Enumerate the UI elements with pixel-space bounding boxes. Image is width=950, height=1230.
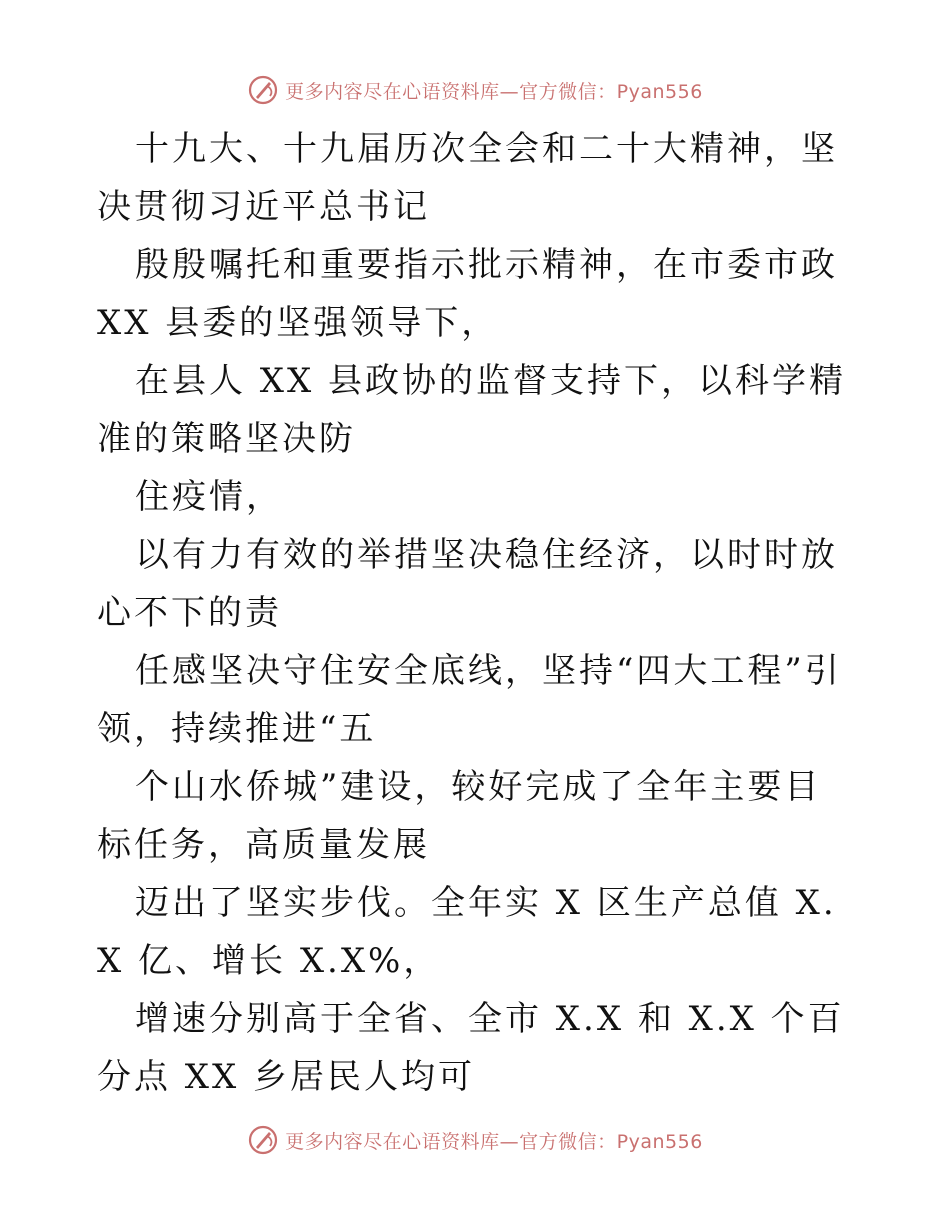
paragraph: 迈出了坚实步伐。全年实 X 区生产总值 X.X 亿、增长 X.X%， xyxy=(97,883,837,981)
paragraph: 在县人 XX 县政协的监督支持下，以科学精准的策略坚决防 xyxy=(97,361,847,459)
header-watermark xyxy=(0,70,950,110)
paragraph: 住疫情， xyxy=(135,477,283,517)
paragraph: 十九大、十九届历次全会和二十大精神，坚决贯彻习近平总书记 xyxy=(97,129,838,227)
footer-watermark xyxy=(0,1120,950,1160)
document-body xyxy=(97,120,857,1106)
paragraph: 任感坚决守住安全底线，坚持“四大工程”引领，持续推进“五 xyxy=(97,651,842,749)
quill-logo-icon xyxy=(247,1124,279,1156)
watermark-text: 更多内容尽在心语资料库—官方微信：Pyan556 xyxy=(285,1130,703,1153)
paragraph: 增速分别高于全省、全市 X.X 和 X.X 个百分点 XX 乡居民人均可 xyxy=(97,999,845,1097)
quill-logo-icon xyxy=(247,74,279,106)
paragraph: 殷殷嘱托和重要指示批示精神，在市委市政 XX 县委的坚强领导下， xyxy=(97,245,838,343)
watermark-text: 更多内容尽在心语资料库—官方微信：Pyan556 xyxy=(285,80,703,103)
paragraph: 以有力有效的举措坚决稳住经济，以时时放心不下的责 xyxy=(97,535,838,633)
paragraph: 个山水侨城”建设，较好完成了全年主要目标任务，高质量发展 xyxy=(97,767,822,865)
